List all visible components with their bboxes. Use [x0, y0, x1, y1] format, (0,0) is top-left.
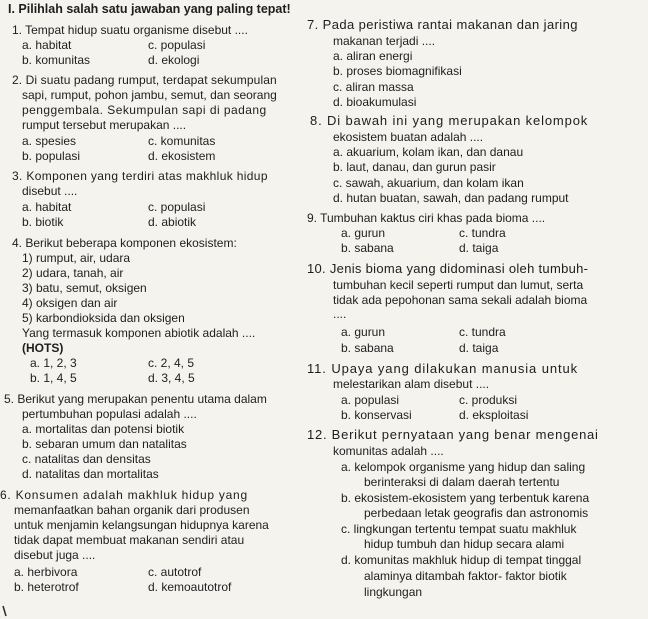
question-6-option-d: d. kemoautotrof — [148, 580, 232, 594]
question-10-line: tumbuhan kecil seperti rumput dan lumut, serta — [333, 278, 584, 292]
question-2-line: sapi, rumput, pohon jambu, semut, dan seorang — [22, 88, 277, 102]
question-12-option-a: a. kelompok organisme yang hidup dan saling — [341, 460, 586, 474]
question-9-option-a: a. gurun — [341, 226, 386, 240]
question-11-option-a: a. populasi — [341, 393, 400, 407]
question-9-text: 9. Tumbuhan kaktus ciri khas pada bioma .... — [307, 211, 546, 225]
question-3-option-d: d. abiotik — [148, 215, 197, 229]
hots-label: (HOTS) — [22, 341, 64, 355]
question-8-line: 8. Di bawah ini yang merupakan kelompok — [310, 113, 589, 128]
question-2-line: rumput tersebut merupakan .... — [22, 118, 187, 132]
question-2-option-d: d. ekosistem — [148, 149, 216, 163]
question-11-option-c: c. produksi — [459, 393, 518, 407]
question-5-option-c: c. natalitas dan densitas — [22, 452, 151, 466]
question-2-line: 2. Di suatu padang rumput, terdapat sekumpulan — [12, 73, 277, 87]
question-10-line: 10. Jenis bioma yang didominasi oleh tumbuh- — [307, 261, 589, 276]
question-7-line: 7. Pada peristiwa rantai makanan dan jaring — [307, 17, 578, 32]
question-3-line: 3. Komponen yang terdiri atas makhluk hidup — [12, 169, 268, 183]
question-12-option-a-cont: berinteraksi di dalam daerah tertentu — [364, 475, 560, 489]
question-10-option-a: a. gurun — [341, 325, 386, 339]
question-2-option-b: b. populasi — [22, 149, 81, 163]
question-7-line: makanan terjadi .... — [333, 34, 436, 48]
question-3-option-b: b. biotik — [22, 215, 64, 229]
question-1-option-d: d. ekologi — [148, 53, 200, 67]
question-2-option-a: a. spesies — [22, 134, 77, 148]
question-4-option-d: d. 3, 4, 5 — [148, 371, 195, 385]
question-8-line: ekosistem buatan adalah .... — [333, 130, 484, 144]
question-6-line: tidak dapat membuat makanan sendiri atau — [14, 533, 245, 547]
question-2-line: penggembala. Sekumpulan sapi di padang — [22, 103, 267, 117]
question-6-line: untuk menjamin kelangsungan hidupnya karena — [14, 518, 269, 532]
section-heading: I. Pilihlah salah satu jawaban yang paling tepat! — [8, 2, 291, 16]
question-12-line: 12. Berikut pernyataan yang benar mengenai — [307, 427, 599, 442]
question-8-option-c: c. sawah, akuarium, dan kolam ikan — [333, 176, 524, 190]
question-10-option-b: b. sabana — [341, 341, 394, 355]
question-7-option-c: c. aliran massa — [333, 80, 414, 94]
question-1-option-c: c. populasi — [148, 38, 206, 52]
question-12-option-d: d. komunitas makhluk hidup di tempat tinggal — [341, 553, 582, 567]
question-12-line: komunitas adalah .... — [333, 444, 444, 458]
question-3-option-c: c. populasi — [148, 200, 206, 214]
question-8-option-a: a. akuarium, kolam ikan, dan danau — [333, 145, 524, 159]
question-6-option-a: a. herbivora — [14, 565, 78, 579]
question-5-option-b: b. sebaran umum dan natalitas — [22, 437, 187, 451]
pen-mark — [0, 604, 14, 619]
question-6-option-b: b. heterotrof — [14, 580, 79, 594]
question-6-line: 6. Konsumen adalah makhluk hidup yang — [0, 488, 248, 502]
question-6-line: disebut juga .... — [14, 548, 96, 562]
question-7-option-a: a. aliran energi — [333, 49, 413, 63]
question-5-option-a: a. mortalitas dan potensi biotik — [22, 422, 185, 436]
question-12-option-c-cont: hidup tumbuh dan hidup secara alami — [364, 537, 565, 551]
question-12-option-d-cont: lingkungan — [364, 585, 423, 599]
question-12-option-b: b. ekosistem-ekosistem yang terbentuk karena — [341, 491, 590, 505]
question-10-line: .... — [333, 307, 347, 321]
question-3-option-a: a. habitat — [22, 200, 72, 214]
question-1-text: 1. Tempat hidup suatu organisme disebut .... — [12, 23, 248, 37]
question-10-option-c: c. tundra — [459, 325, 506, 339]
question-8-option-d: d. hutan buatan, sawah, dan padang rumput — [333, 191, 569, 205]
question-12-option-c: c. lingkungan tertentu tempat suatu makhluk — [341, 522, 577, 536]
question-7-option-b: b. proses biomagnifikasi — [333, 64, 462, 78]
question-10-option-d: d. taiga — [459, 341, 499, 355]
question-12-option-b-cont: perbedaan letak geografis dan astronomis — [364, 506, 589, 520]
question-6-option-c: c. autotrof — [148, 565, 202, 579]
question-5-line: 5. Berikut yang merupakan penentu utama dalam — [4, 392, 267, 406]
question-8-option-b: b. laut, danau, dan gurun pasir — [333, 160, 496, 174]
question-6-line: memanfaatkan bahan organik dari produsen — [14, 503, 250, 517]
question-4-item: 4) oksigen dan air — [22, 296, 118, 310]
question-4-line: 4. Berikut beberapa komponen ekosistem: — [12, 236, 237, 250]
question-4-line: Yang termasuk komponen abiotik adalah .... — [22, 326, 256, 340]
question-11-option-b: b. konservasi — [341, 408, 412, 422]
question-11-line: 11. Upaya yang dilakukan manusia untuk — [307, 361, 578, 376]
question-1-option-b: b. komunitas — [22, 53, 91, 67]
question-4-option-a: a. 1, 2, 3 — [30, 356, 77, 370]
question-4-item: 5) karbondioksida dan oksigen — [22, 311, 185, 325]
question-4-option-b: b. 1, 4, 5 — [30, 371, 77, 385]
question-7-option-d: d. bioakumulasi — [333, 95, 417, 109]
question-4-item: 2) udara, tanah, air — [22, 266, 124, 280]
question-5-option-d: d. natalitas dan mortalitas — [22, 467, 159, 481]
question-4-item: 3) batu, semut, oksigen — [22, 281, 147, 295]
question-9-option-d: d. taiga — [459, 241, 499, 255]
question-1-option-a: a. habitat — [22, 38, 72, 52]
question-9-option-b: b. sabana — [341, 241, 394, 255]
question-4-item: 1) rumput, air, udara — [22, 251, 131, 265]
question-11-option-d: d. eksploitasi — [459, 408, 529, 422]
question-2-option-c: c. komunitas — [148, 134, 216, 148]
question-12-option-d-cont: alaminya ditambah faktor- faktor biotik — [364, 569, 567, 583]
question-11-line: melestarikan alam disebut .... — [333, 377, 490, 391]
question-3-line: disebut .... — [22, 184, 78, 198]
question-4-option-c: c. 2, 4, 5 — [148, 356, 195, 370]
question-5-line: pertumbuhan populasi adalah .... — [22, 407, 197, 421]
question-10-line: tidak ada pepohonan sama sekali adalah bioma — [333, 293, 588, 307]
question-9-option-c: c. tundra — [459, 226, 506, 240]
